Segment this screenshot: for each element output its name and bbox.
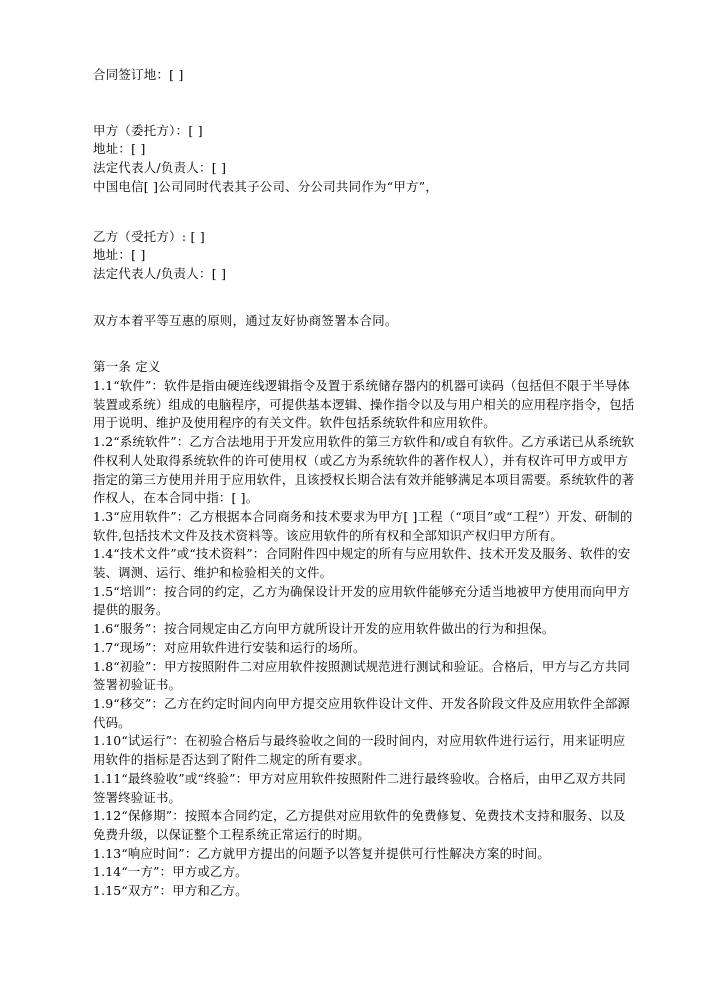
definition-item: 1.3“应用软件”：乙方根据本合同商务和技术要求为甲方[ ]工程（“项目”或“工程”）开发、研制的软件,包括技术文件及技术资料等。该应用软件的所有权和全部知识产权归甲方所有。 <box>93 508 633 543</box>
definition-item: 1.7“现场”：对应用软件进行安装和运行的场所。 <box>93 639 366 655</box>
signing-place: 合同签订地：[ ] <box>93 67 184 82</box>
party-a-representative: 法定代表人/负责人：[ ] <box>93 160 227 176</box>
article-1-heading: 第一条 定义 <box>93 359 161 375</box>
definition-item: 1.4“技术文件”或“技术资料”：合同附件四中规定的所有与应用软件、技术开发及服务、软件的安装、调测、运行、维护和检验相关的文件。 <box>93 546 631 581</box>
party-b-representative: 法定代表人/负责人：[ ] <box>93 265 227 281</box>
definition-item: 1.12“保修期”：按照本合同约定，乙方提供对应用软件的免费修复、免费技术支持和服务、以及免费升级，以保证整个工程系统正常运行的时期。 <box>93 808 626 842</box>
party-b-title: 乙方（受托方）: [ ] <box>93 228 206 244</box>
party-a-title: 甲方（委托方）：[ ] <box>93 122 203 138</box>
article-1 <box>93 358 638 900</box>
definition-item: 1.2“系统软件”：乙方合法地用于开发应用软件的第三方软件和/或自有软件。乙方承诺已从系统软件权利人处取得系统软件的许可使用权（或乙方为系统软件的著作权人），并有权许可甲方或甲方指定的第三方使用并用于应用软件，且该授权长期合法有效并能够满足本项目需要。系统软件的著作权人，在本合同中指：[ ]。 <box>93 434 635 506</box>
definition-item: 1.11“最终验收”或“终验”：甲方对应用软件按照附件二进行最终验收。合格后，由甲乙双方共同签署终验证书。 <box>93 770 626 805</box>
definition-item: 1.10“试运行”：在初验合格后与最终验收之间的一段时间内，对应用软件进行运行，用来证明应用软件的指标是否达到了附件二规定的所有要求。 <box>93 733 626 768</box>
definition-item: 1.6“服务”：按合同规定由乙方向甲方就所设计开发的应用软件做出的行为和担保。 <box>93 621 555 637</box>
definition-item: 1.1“软件”：软件是指由硬连线逻辑指令及置于系统储存器内的机器可读码（包括但不限于半导体装置或系统）组成的电脑程序，可提供基本逻辑、操作指令以及与用户相关的应用程序指令，包括用于说明、维护及使用程序的有关文件。软件包括系统软件和应用软件。 <box>93 378 635 431</box>
party-a-note: 中国电信[ ]公司同时代表其子公司、分公司共同作为“甲方”， <box>93 178 439 194</box>
definition-item: 1.9“移交”：乙方在约定时间内向甲方提交应用软件设计文件、开发各阶段文件及应用软件全部源代码。 <box>93 695 630 730</box>
party-b-section <box>93 228 638 284</box>
definition-item: 1.8“初验”：甲方按照附件二对应用软件按照测试规范进行测试和验证。合格后，甲方与乙方共同签署初验证书。 <box>93 658 630 693</box>
party-b-address: 地址：[ ] <box>93 247 146 263</box>
party-a-address: 地址：[ ] <box>93 141 146 157</box>
definition-item: 1.13“响应时间”：乙方就甲方提出的问题予以答复并提供可行性解决方案的时间。 <box>93 845 550 861</box>
party-a-section <box>93 122 638 197</box>
definition-item: 1.14“一方”：甲方或乙方。 <box>93 864 248 880</box>
definition-item: 1.15“双方”：甲方和乙方。 <box>93 883 248 899</box>
contract-page <box>93 66 638 901</box>
definition-item: 1.5“培训”：按合同的约定，乙方为确保设计开发的应用软件能够充分适当地被甲方使用而向甲方提供的服务。 <box>93 583 630 618</box>
preamble: 双方本着平等互惠的原则，通过友好协商签署本合同。 <box>93 312 398 328</box>
